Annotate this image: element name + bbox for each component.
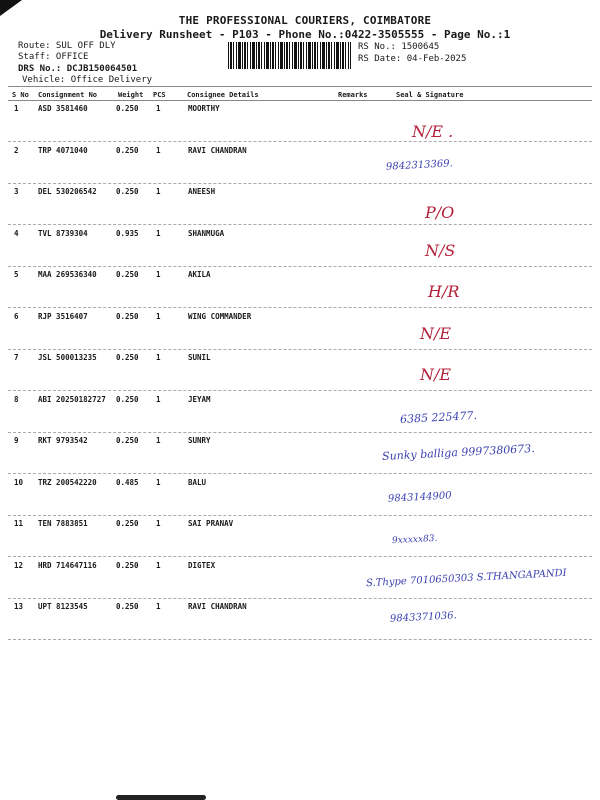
row-consignee: SUNIL <box>188 353 211 362</box>
row-divider <box>8 390 592 391</box>
row-weight: 0.250 <box>116 394 139 404</box>
row-divider <box>8 639 592 640</box>
col-consignment: Consignment No <box>38 91 98 99</box>
row-signature: H/R <box>428 282 460 301</box>
row-sno: 4 <box>14 228 19 238</box>
table-top-rule <box>8 86 592 87</box>
row-consignment-no: RJP 3516407 <box>38 311 88 321</box>
row-weight: 0.250 <box>116 560 139 570</box>
col-pcs: PCS <box>153 91 166 99</box>
row-signature: 9843144900 <box>387 489 452 505</box>
row-consignee: WING COMMANDER <box>188 311 252 321</box>
col-seal-signature: Seal & Signature <box>396 91 464 99</box>
runsheet-subtitle: Delivery Runsheet - P103 - Phone No.:0422-3505555 - Page No.:1 <box>99 28 511 41</box>
row-consignee: ANEESH <box>188 187 216 196</box>
row-signature: 6385 225477. <box>399 408 478 426</box>
row-signature: N/S <box>425 240 456 260</box>
row-sno: 2 <box>14 145 19 155</box>
staff-label: Staff: OFFICE <box>18 52 89 62</box>
row-sno: 13 <box>14 602 24 611</box>
row-consignment-no: TVL 8739304 <box>38 228 88 238</box>
row-sno: 7 <box>14 353 19 362</box>
row-sno: 11 <box>14 519 24 528</box>
row-consignee: SUNRY <box>188 436 211 445</box>
row-weight: 0.250 <box>116 519 139 528</box>
row-pcs: 1 <box>156 187 161 196</box>
row-divider <box>8 473 592 474</box>
row-sno: 9 <box>14 436 19 445</box>
row-consignment-no: TEN 7883851 <box>38 519 88 528</box>
row-pcs: 1 <box>156 104 161 113</box>
row-pcs: 1 <box>156 560 161 570</box>
row-sno: 12 <box>14 560 24 570</box>
row-sno: 6 <box>14 311 19 321</box>
row-pcs: 1 <box>156 477 161 487</box>
row-signature: P/O <box>425 203 455 222</box>
row-divider <box>8 141 592 142</box>
row-consignee: JEYAM <box>188 394 211 404</box>
row-signature: 9842313369. <box>385 157 454 173</box>
row-signature: Sunky balliga 9997380673. <box>381 442 536 463</box>
row-consignment-no: TRP 4071040 <box>38 145 88 155</box>
row-consignee: RAVI CHANDRAN <box>188 602 247 611</box>
row-divider <box>8 183 592 184</box>
col-consignee: Consignee Details <box>187 91 259 99</box>
row-pcs: 1 <box>156 394 161 404</box>
row-consignee: RAVI CHANDRAN <box>188 145 247 155</box>
row-divider <box>8 515 592 516</box>
row-signature: S.Thype 7010650303 S.THANGAPANDI <box>365 567 567 589</box>
vehicle-label: Vehicle: Office Delivery <box>22 75 153 85</box>
col-weight: Weight <box>118 91 144 99</box>
row-pcs: 1 <box>156 145 161 155</box>
row-sno: 8 <box>14 394 19 404</box>
row-consignment-no: ABI 20250182727 <box>38 394 106 404</box>
row-pcs: 1 <box>156 311 161 321</box>
row-divider <box>8 349 592 350</box>
row-pcs: 1 <box>156 519 161 528</box>
row-sno: 1 <box>14 104 19 113</box>
col-remarks: Remarks <box>338 91 368 99</box>
row-consignment-no: ASD 3581460 <box>38 104 88 113</box>
row-divider <box>8 224 592 225</box>
row-consignment-no: HRD 714647116 <box>38 560 97 570</box>
row-signature: N/E . <box>412 122 454 141</box>
row-consignee: MOORTHY <box>188 104 220 113</box>
row-pcs: 1 <box>156 228 161 238</box>
barcode <box>228 42 351 69</box>
row-consignment-no: RKT 9793542 <box>38 436 88 445</box>
row-consignment-no: DEL 530206542 <box>38 187 97 196</box>
rs-number: RS No.: 1500645 <box>358 42 440 52</box>
row-weight: 0.250 <box>116 353 139 362</box>
row-sno: 3 <box>14 187 19 196</box>
row-weight: 0.250 <box>116 436 139 445</box>
row-signature: N/E <box>420 365 452 384</box>
row-divider <box>8 556 592 557</box>
row-weight: 0.250 <box>116 104 139 113</box>
row-weight: 0.485 <box>116 477 139 487</box>
row-divider <box>8 307 592 308</box>
row-consignment-no: UPT 8123545 <box>38 602 88 611</box>
route-label: Route: SUL OFF DLY <box>18 41 116 51</box>
col-sno: S No <box>12 91 29 99</box>
drs-number: DRS No.: DCJB150064501 <box>18 64 138 74</box>
row-pcs: 1 <box>156 436 161 445</box>
row-pcs: 1 <box>156 270 161 279</box>
row-weight: 0.250 <box>116 311 139 321</box>
row-pcs: 1 <box>156 353 161 362</box>
rs-date: RS Date: 04-Feb-2025 <box>358 54 467 64</box>
row-consignment-no: JSL 500013235 <box>38 353 97 362</box>
row-divider <box>8 266 592 267</box>
row-consignment-no: MAA 269536340 <box>38 270 97 279</box>
row-weight: 0.250 <box>116 270 139 279</box>
scan-mark-bottom <box>116 795 206 800</box>
row-consignee: SAI PRANAV <box>188 519 234 528</box>
row-sno: 5 <box>14 270 19 279</box>
row-signature: 9843371036. <box>389 610 458 625</box>
table-header-rule <box>8 100 592 101</box>
company-title: THE PROFESSIONAL COURIERS, COIMBATORE <box>178 14 432 27</box>
row-sno: 10 <box>14 477 24 487</box>
row-divider <box>8 598 592 599</box>
row-pcs: 1 <box>156 602 161 611</box>
row-signature: 9xxxxx83. <box>391 533 438 547</box>
row-weight: 0.250 <box>116 602 139 611</box>
row-weight: 0.250 <box>116 187 139 196</box>
row-consignee: SHANMUGA <box>188 228 225 238</box>
row-weight: 0.935 <box>116 228 139 238</box>
row-signature: N/E <box>420 323 452 343</box>
row-consignee: BALU <box>188 477 207 487</box>
row-consignee: DIGTEX <box>188 560 216 570</box>
row-weight: 0.250 <box>116 145 139 155</box>
row-consignment-no: TRZ 200542220 <box>38 477 97 487</box>
row-divider <box>8 432 592 433</box>
row-consignee: AKILA <box>188 270 211 279</box>
